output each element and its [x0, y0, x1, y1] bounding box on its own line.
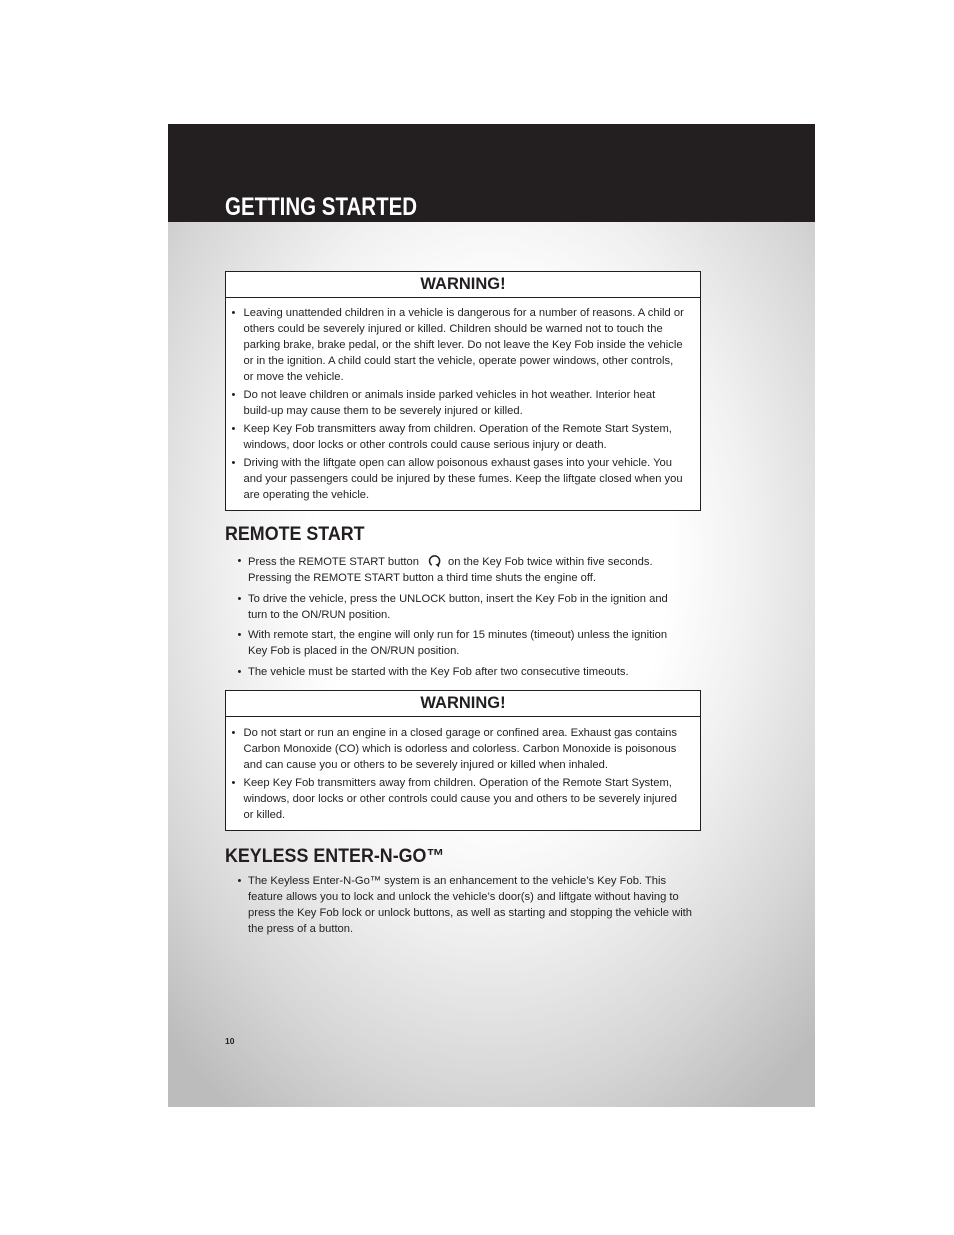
section-title: GETTING STARTED: [225, 193, 418, 221]
warning-title: WARNING!: [226, 272, 700, 298]
list-item: [225, 553, 701, 586]
text-line: windows, door locks or other controls could cause you and others to be severely injured: [243, 792, 677, 805]
warning-list: [226, 305, 700, 505]
text-line: or killed.: [243, 808, 286, 821]
list-item: [226, 421, 700, 453]
text-line: • With remote start, the engine will only run for 15 minutes (timeout) unless the ignition: [248, 629, 668, 641]
text-line: build-up may cause them to be severely injured or killed.: [243, 404, 523, 417]
text-line: • To drive the vehicle, press the UNLOCK button, insert the Key Fob in the ignition and: [248, 592, 668, 605]
text-line: Pressing the REMOTE START button a third time shuts the engine off.: [248, 572, 597, 584]
list-item: [225, 873, 701, 937]
text-line: • Driving with the liftgate open can allow poisonous exhaust gases into your vehicle. You: [243, 456, 672, 469]
text-line: windows, door locks or other controls could cause serious injury or death.: [243, 438, 607, 451]
list-item: [225, 591, 701, 623]
text-line: press the Key Fob lock or unlock buttons, as well as starting and stopping the vehicle with: [248, 907, 693, 919]
text-line: • The vehicle must be started with the Key Fob after two consecutive timeouts.: [248, 665, 629, 678]
icon-arrowhead: [435, 563, 439, 567]
text-line: • Keep Key Fob transmitters away from children. Operation of the Remote Start System,: [243, 776, 672, 789]
warning-list: [226, 725, 700, 825]
keyless-list: [225, 873, 701, 942]
list-item: [225, 627, 701, 659]
text-line: Key Fob is placed in the ON/RUN position.: [248, 645, 460, 657]
text-line: and your passengers could be injured by these fumes. Keep the liftgate closed when you: [243, 472, 683, 485]
page-number: 10: [225, 1036, 235, 1046]
text-line: Carbon Monoxide (CO) which is odorless and colorless. Carbon Monoxide is poisonous: [243, 742, 677, 755]
text-line: • Keep Key Fob transmitters away from children. Operation of the Remote Start System,: [243, 422, 672, 435]
text-line: • Do not leave children or animals inside parked vehicles in hot weather. Interior heat: [243, 388, 656, 401]
text-line: or in the ignition. A child could start the vehicle, operate power windows, other controls,: [243, 354, 674, 367]
keyless-enter-n-go-heading: KEYLESS ENTER-N-GO™: [225, 846, 445, 867]
text-line: [248, 553, 701, 570]
section-header-band: [168, 124, 815, 222]
text-line: • Do not start or run an engine in a closed garage or confined area. Exhaust gas contains: [243, 726, 677, 739]
text-line: others could be severely injured or killed. Children should be warned not to touch the: [243, 322, 663, 335]
text-segment: on the Key Fob twice within five seconds.: [447, 556, 653, 568]
text-line: turn to the ON/RUN position.: [248, 608, 391, 621]
text-segment: Press the REMOTE START button: [248, 556, 419, 568]
list-item: [226, 387, 700, 419]
text-line: or move the vehicle.: [243, 370, 344, 383]
text-line: • The Keyless Enter-N-Go™ system is an enhancement to the vehicle’s Key Fob. This: [248, 875, 667, 887]
warning-title: WARNING!: [226, 691, 700, 717]
text-line: parking brake, brake pedal, or the shift lever. Do not leave the Key Fob inside the vehicle: [243, 338, 683, 351]
warning-box-children: [225, 271, 701, 511]
text-line: the press of a button.: [248, 923, 354, 935]
remote-start-list: [225, 553, 701, 684]
list-item: [226, 725, 700, 773]
text-line: are operating the vehicle.: [243, 488, 370, 501]
list-item: [226, 775, 700, 823]
text-line: and can cause you or others to be severely injured or killed when inhaled.: [243, 758, 608, 771]
remote-start-icon: [427, 553, 442, 568]
warning-box-carbon-monoxide: [225, 690, 701, 831]
remote-start-heading: REMOTE START: [225, 524, 365, 545]
text-line: feature allows you to lock and unlock the vehicle’s door(s) and liftgate without having to: [248, 891, 679, 903]
list-item: [225, 664, 701, 680]
list-item: [226, 305, 700, 385]
text-line: • Leaving unattended children in a vehicle is dangerous for a number of reasons. A child or: [243, 306, 684, 319]
list-item: [226, 455, 700, 503]
